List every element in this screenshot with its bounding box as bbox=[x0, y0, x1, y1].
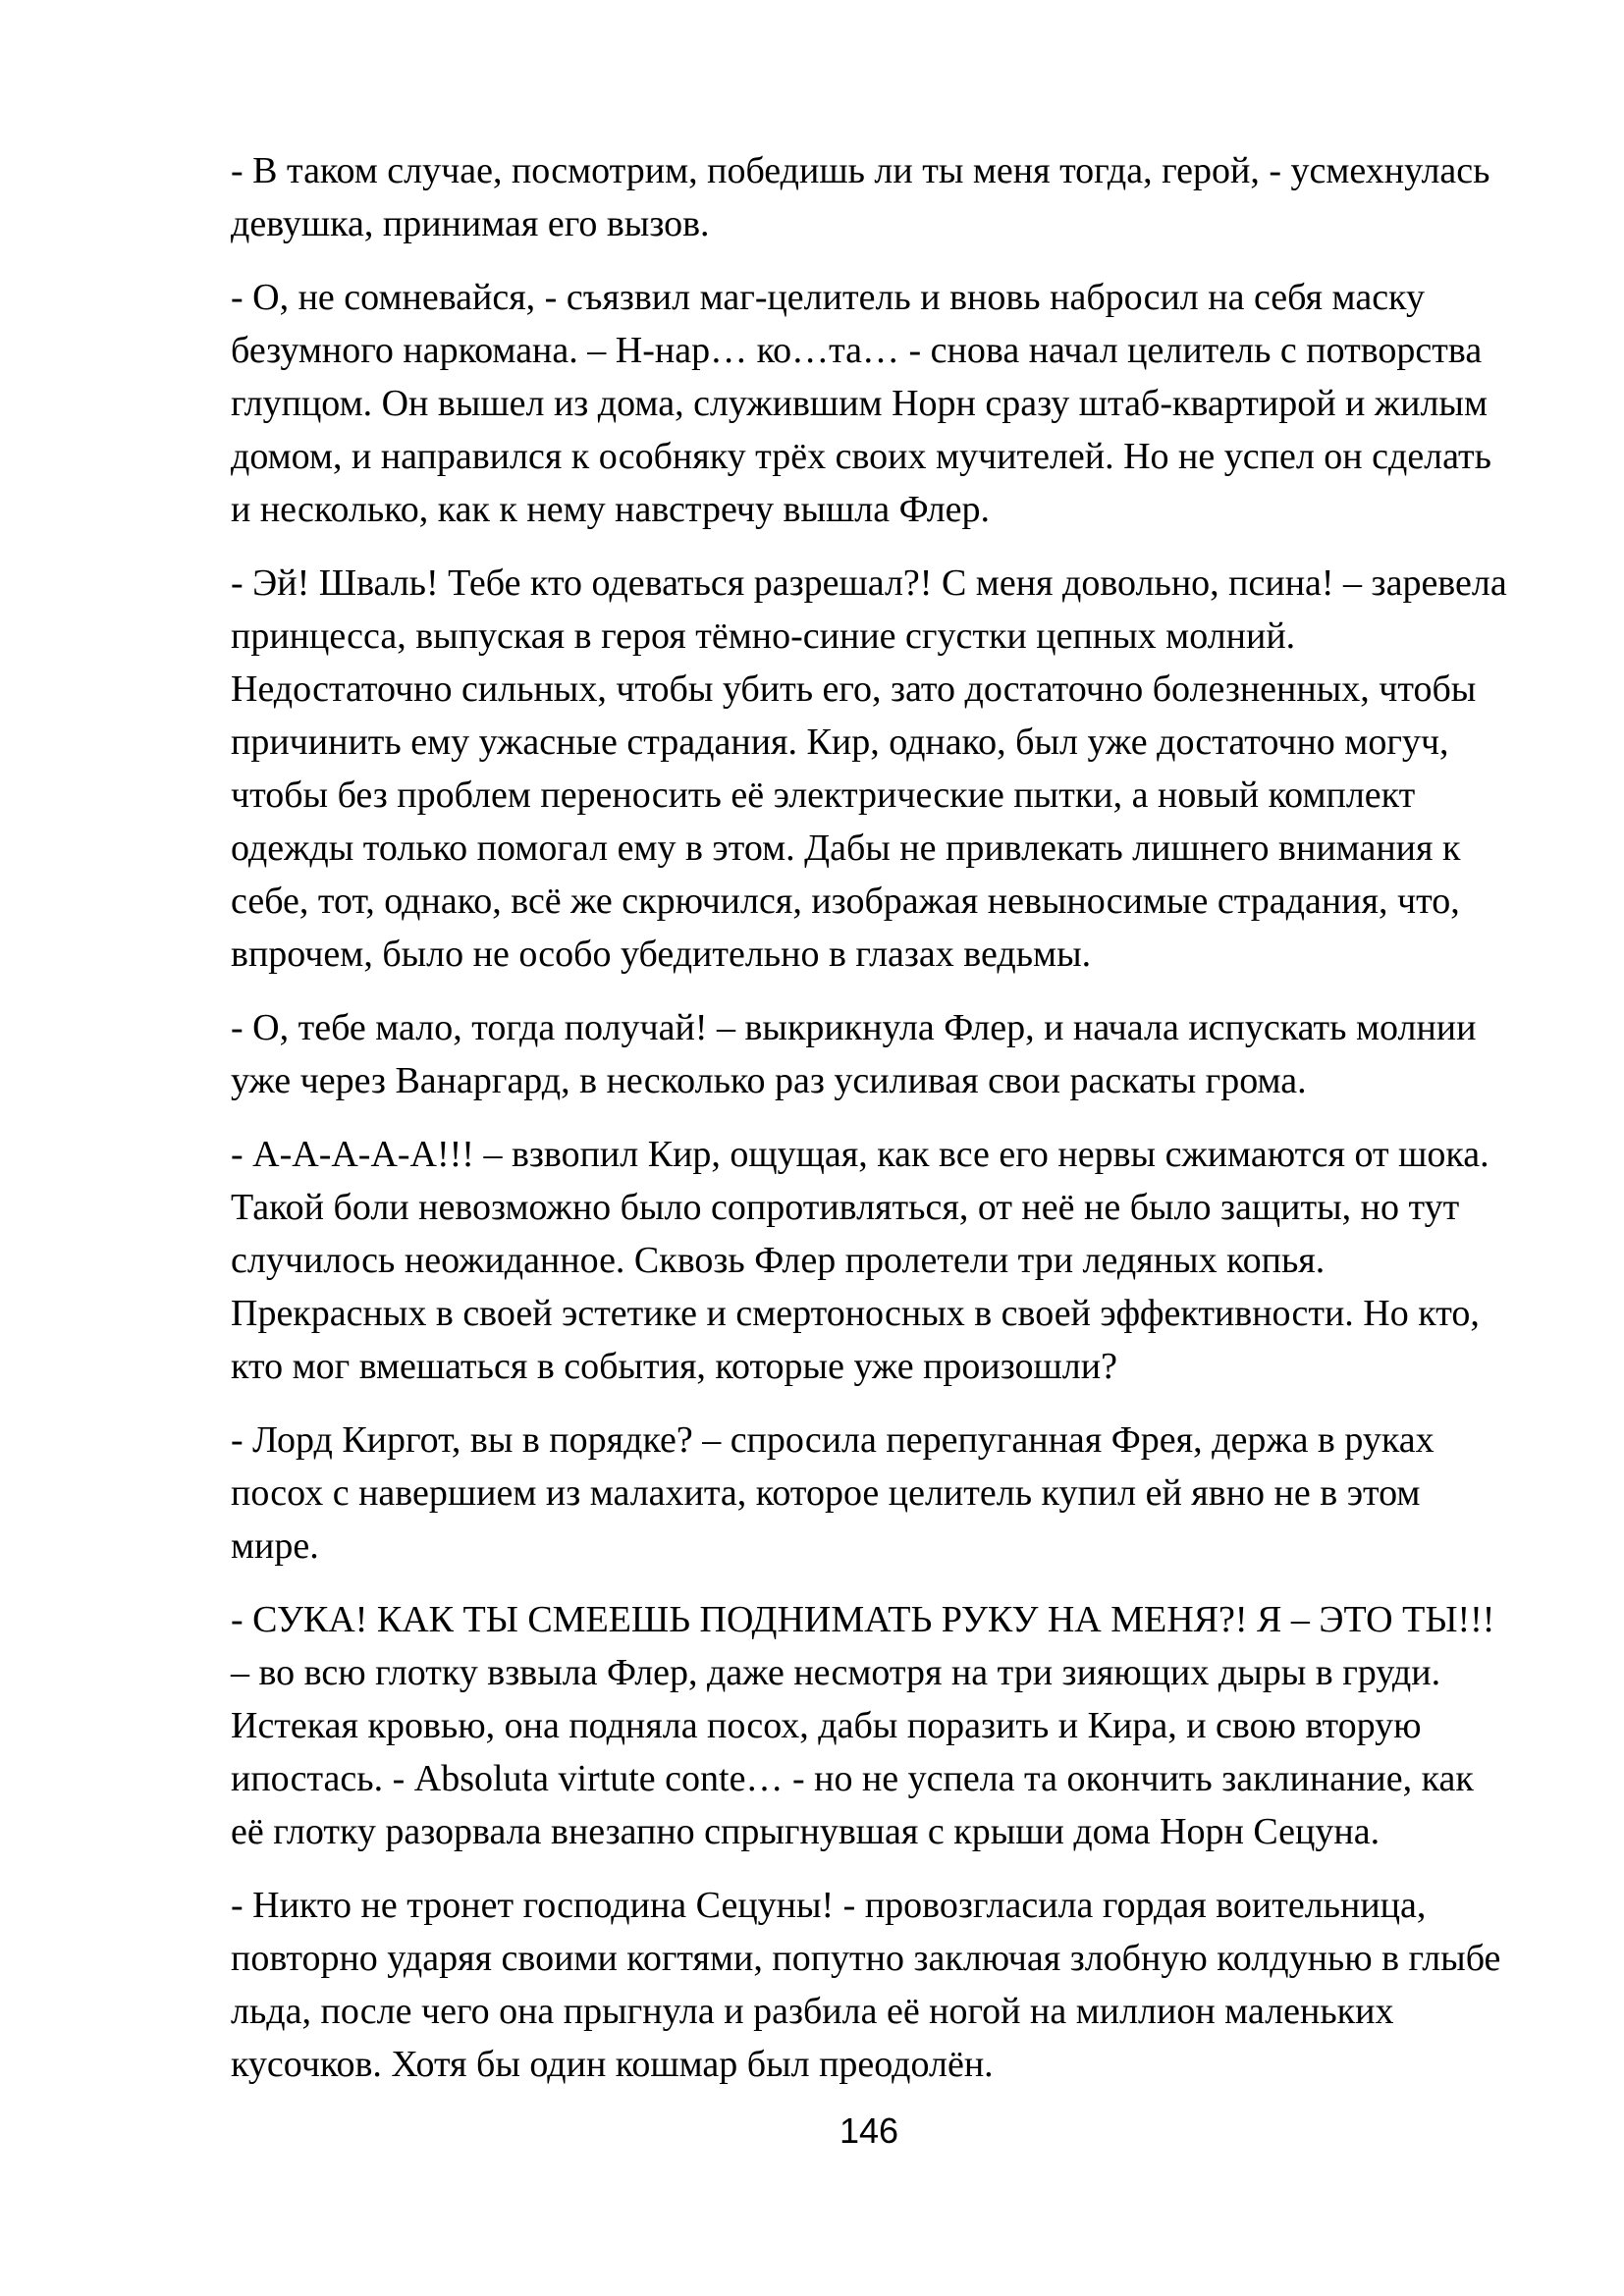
paragraph-3: - Эй! Шваль! Тебе кто одеваться разрешал?! С меня довольно, псина! – заревела принцесса, выпуская в героя тёмно-синие сгустки цепных молний. Недостаточно сильных, чтобы убить его, зато достаточно болезненных, чтобы причинить ему ужасные страдания. Кир, однако, был уже достаточно могуч, чтобы без проблем переносить её электрические пытки, а новый комплект одежды только помогал ему в этом. Дабы не привлекать лишнего внимания к себе, тот, однако, всё же скрючился, изображая невыносимые страдания, что, впрочем, было не особо убедительно в глазах ведьмы. bbox=[231, 562, 1507, 975]
page-number: 146 bbox=[839, 2110, 899, 2151]
paragraph-1: - В таком случае, посмотрим, победишь ли ты меня тогда, герой, - усмехнулась девушка, принимая его вызов. bbox=[231, 150, 1490, 244]
paragraph-8: - Никто не тронет господина Сецуны! - провозгласила гордая воительница, повторно ударяя своими когтями, попутно заключая злобную колдунью в глыбе льда, после чего она прыгнула и разбила её ногой на миллион маленьких кусочков. Хотя бы один кошмар был преодолён. bbox=[231, 1885, 1501, 2085]
paragraph-4: - О, тебе мало, тогда получай! – выкрикнула Флер, и начала испускать молнии уже через Ванаргард, в несколько раз усиливая свои раскаты грома. bbox=[231, 1007, 1477, 1101]
paragraph-2: - О, не сомневайся, - съязвил маг-целитель и вновь набросил на себя маску безумного наркомана. – Н-нар… ко…та… - снова начал целитель с потворства глупцом. Он вышел из дома, служившим Норн сразу штаб-квартирой и жилым домом, и направился к особняку трёх своих мучителей. Но не успел он сделать и несколько, как к нему навстречу вышла Флер. bbox=[231, 277, 1491, 530]
paragraph-6: - Лорд Киргот, вы в порядке? – спросила перепуганная Фрея, держа в руках посох с навершием из малахита, которое целитель купил ей явно не в этом мире. bbox=[231, 1419, 1435, 1567]
paragraph-7: - СУКА! КАК ТЫ СМЕЕШЬ ПОДНИМАТЬ РУКУ НА МЕНЯ?! Я – ЭТО ТЫ!!! – во всю глотку взвыла Флер, даже несмотря на три зияющих дыры в груди. Истекая кровью, она подняла посох, дабы поразить и Кира, и свою вторую ипостась. - Absoluta virtute conte… - но не успела та окончить заклинание, как её глотку разорвала внезапно спрыгнувшая с крыши дома Норн Сецуна. bbox=[231, 1599, 1495, 1852]
page-content bbox=[231, 144, 1507, 2091]
paragraph-5: - А-А-А-А-А!!! – взвопил Кир, ощущая, как все его нервы сжимаются от шока. Такой боли невозможно было сопротивляться, от неё не было защиты, но тут случилось неожиданное. Сквозь Флер пролетели три ледяных копья. Прекрасных в своей эстетике и смертоносных в своей эффективности. Но кто, кто мог вмешаться в события, которые уже произошли? bbox=[231, 1134, 1489, 1387]
